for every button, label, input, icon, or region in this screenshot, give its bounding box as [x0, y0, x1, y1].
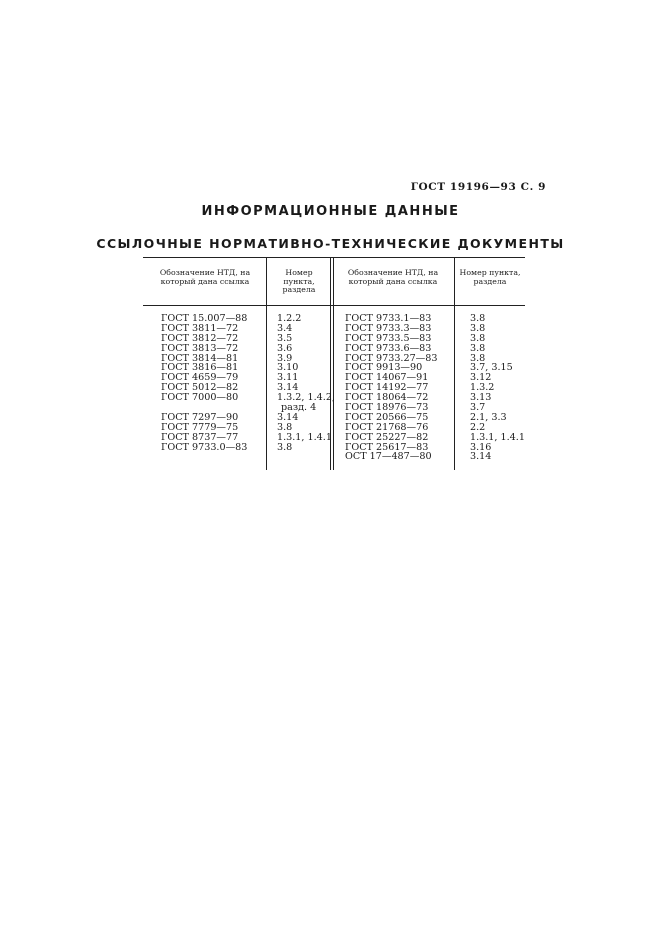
table-cell: ГОСТ 18976—73 — [345, 402, 429, 414]
table-cell: 2.1, 3.3 — [470, 411, 507, 423]
table-cell: ГОСТ 8737—77 — [161, 431, 239, 443]
table-cell: 3.7 — [470, 402, 486, 414]
table-cell: 3.13 — [470, 392, 492, 404]
table-top-rule — [143, 257, 525, 258]
table-cell: 3.8 — [470, 342, 486, 354]
table-cell: 3.16 — [470, 441, 492, 453]
table-cell: 1.3.2 — [470, 382, 495, 394]
table-cell: ГОСТ 3813—72 — [161, 342, 239, 354]
header-designation-left: Обозначение НТД, на который дана ссылка — [159, 268, 251, 286]
table-cell: ГОСТ 9733.3—83 — [345, 322, 432, 334]
table-cell: 3.9 — [277, 352, 293, 364]
table-cell: ГОСТ 3812—72 — [161, 332, 239, 344]
header-designation-right: Обозначение НТД, на который дана ссылка — [347, 268, 439, 286]
table-cell: 1.2.2 — [277, 313, 302, 324]
table-cell: 3.8 — [470, 313, 486, 324]
table-cell: ГОСТ 3811—72 — [161, 322, 239, 334]
table-cell: ОСТ 17—487—80 — [345, 451, 432, 463]
table-cell: ГОСТ 9733.27—83 — [345, 352, 438, 364]
table-cell: ГОСТ 20566—75 — [345, 411, 429, 423]
table-cell: 3.8 — [277, 441, 293, 453]
table-cell: 3.6 — [277, 342, 293, 354]
table-cell: 3.14 — [277, 382, 299, 394]
table-cell: 3.14 — [277, 411, 299, 423]
table-cell: 1.3.2, 1.4.2, — [277, 392, 335, 404]
table-cell: ГОСТ 14192—77 — [345, 382, 429, 394]
table-cell: ГОСТ 9913—90 — [345, 362, 423, 374]
table-cell: ГОСТ 21768—76 — [345, 421, 429, 433]
table-cell: ГОСТ 7000—80 — [161, 392, 239, 404]
left-section-column — [277, 314, 335, 452]
table-cell: ГОСТ 7779—75 — [161, 421, 239, 433]
table-cell: ГОСТ 7297—90 — [161, 411, 239, 423]
right-section-column — [470, 314, 525, 462]
table-cell: 3.14 — [470, 451, 492, 463]
table-cell: ГОСТ 5012—82 — [161, 382, 239, 394]
document-title: ИНФОРМАЦИОННЫЕ ДАННЫЕ — [201, 204, 460, 219]
table-cell: ГОСТ 3816—81 — [161, 362, 239, 374]
table-cell: ГОСТ 4659—79 — [161, 372, 239, 384]
table-cell: ГОСТ 25617—83 — [345, 441, 429, 453]
section-title: ССЫЛОЧНЫЕ НОРМАТИВНО-ТЕХНИЧЕСКИЕ ДОКУМЕНТЫ — [96, 236, 565, 251]
right-designation-column — [345, 314, 437, 462]
table-cell: 3.11 — [277, 372, 299, 384]
table-cell: ГОСТ 9733.6—83 — [345, 342, 432, 354]
table-cell: 1.3.1, 1.4.1 — [470, 431, 525, 443]
table-cell: 3.4 — [277, 322, 293, 334]
table-cell: ГОСТ 18064—72 — [345, 392, 429, 404]
table-cell: 2.2 — [470, 421, 486, 433]
table-cell: ГОСТ 25227—82 — [345, 431, 429, 443]
table-cell: 3.5 — [277, 332, 293, 344]
table-cell: ГОСТ 9733.5—83 — [345, 332, 432, 344]
header-section-right: Номер пункта, раздела — [459, 268, 521, 286]
table-cell: разд. 4 — [281, 402, 317, 414]
table-cell: ГОСТ 14067—91 — [345, 372, 429, 384]
table-cell: 3.12 — [470, 372, 492, 384]
page-reference-header: ГОСТ 19196—93 С. 9 — [410, 181, 546, 193]
table-cell: 3.8 — [470, 322, 486, 334]
reference-documents-table — [143, 257, 525, 470]
table-header-rule — [143, 305, 525, 306]
table-cell: 3.10 — [277, 362, 299, 374]
left-designation-column — [161, 314, 247, 452]
table-cell: 3.7, 3.15 — [470, 362, 513, 374]
table-cell: ГОСТ 9733.0—83 — [161, 441, 248, 453]
column-divider — [266, 257, 267, 470]
table-cell: 3.8 — [277, 421, 293, 433]
table-cell: ГОСТ 3814—81 — [161, 352, 239, 364]
column-divider — [454, 257, 455, 470]
header-section-left: Номер пункта, раздела — [282, 268, 316, 294]
table-cell: ГОСТ 9733.1—83 — [345, 313, 432, 324]
table-cell: 1.3.1, 1.4.1 — [277, 431, 332, 443]
table-cell: 3.8 — [470, 352, 486, 364]
table-cell: ГОСТ 15.007—88 — [161, 313, 248, 324]
table-cell: 3.8 — [470, 332, 486, 344]
